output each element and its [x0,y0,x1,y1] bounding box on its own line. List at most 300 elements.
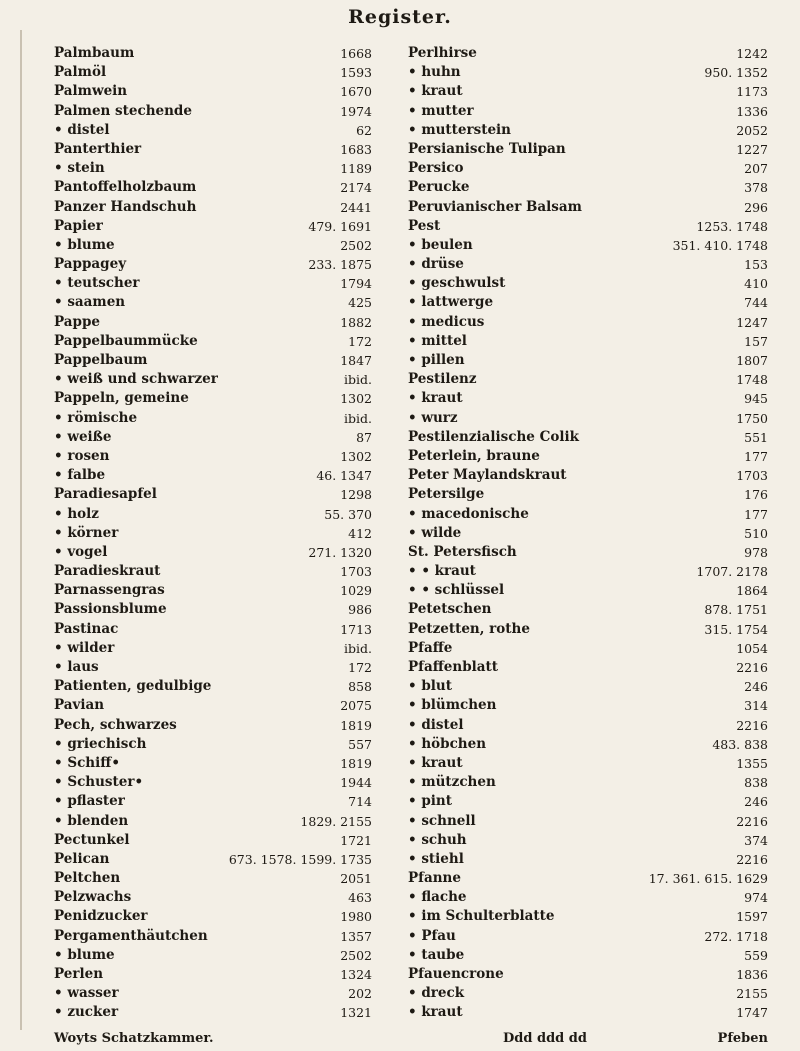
page-reference: 1189 [340,161,372,177]
index-entry [54,236,372,255]
index-entry [408,44,768,63]
index-term: • • schlüssel [408,582,505,599]
index-term: • distel [54,121,110,138]
index-term: • falbe [54,467,106,484]
index-term: • Pfau [408,927,456,944]
index-term: Persianische Tulipan [408,140,566,157]
index-term: Pestilenzialische Colik [408,428,579,445]
page-reference: 479. 1691 [308,218,372,234]
index-entry [54,965,372,984]
index-term: • höbchen [408,735,487,752]
index-entry [54,217,372,236]
page-reference: 1355 [736,755,768,771]
page-reference: 974 [744,890,768,906]
page-reference: 177 [744,448,768,464]
left-index-column [54,44,372,1023]
page-reference: 202 [348,986,372,1002]
index-term: Peterlein, braune [408,447,540,464]
page-reference: ibid. [344,372,372,388]
page-reference: 1807 [736,353,768,368]
index-term: • mützchen [408,774,496,791]
index-term: • flache [408,889,467,906]
index-entry [408,217,768,236]
index-entry [54,505,372,524]
page-reference: 1944 [340,775,372,791]
page-reference: 153 [744,257,768,273]
index-entry [54,677,372,696]
page-reference: 1173 [736,84,768,100]
index-term: Palmen stechende [54,102,192,119]
index-entry [408,485,768,504]
index-term: • kraut [408,1004,463,1021]
index-entry [408,274,768,293]
index-entry [54,313,372,332]
index-term: Perlhirse [408,45,477,61]
index-term: • römische [54,409,138,426]
index-entry [54,850,372,869]
page-reference: 1794 [340,276,372,292]
index-entry [408,927,768,946]
page-reference: 1298 [340,487,372,503]
index-entry [408,332,768,351]
index-entry [408,984,768,1003]
page-reference: 410 [744,276,768,292]
page-reference: 1829. 2155 [300,813,372,829]
index-entry [54,293,372,312]
index-term: • weiß und schwarzer [54,371,218,388]
page-reference: 2075 [340,698,372,714]
index-entry [408,965,768,984]
index-entry [408,581,768,600]
index-term: Panzer Handschuh [54,198,197,215]
index-entry [408,869,768,888]
index-entry [54,274,372,293]
page-reference: 1597 [736,909,768,925]
index-entry [54,178,372,197]
index-entry [54,63,372,82]
footer-signature: Ddd ddd dd [503,1031,587,1046]
index-term: • pflaster [54,793,125,810]
index-term: Penidzucker [54,908,148,925]
page-reference: 838 [744,775,768,791]
index-entry [54,447,372,466]
page-reference: 1713 [340,621,372,637]
page-reference: 1054 [736,640,768,656]
page-reference: 2155 [736,986,768,1002]
index-entry [408,293,768,312]
index-entry [408,140,768,159]
index-term: • wilder [54,639,115,656]
index-entry [408,466,768,485]
page-reference: 2441 [340,199,372,215]
index-term: Pech, schwarzes [54,716,177,733]
index-term: • kraut [408,390,463,407]
page-reference: ibid. [344,410,372,426]
index-entry [408,198,768,217]
page-reference: 2216 [736,851,768,867]
index-term: Peter Maylandskraut [408,467,567,484]
index-term: • körner [54,524,119,541]
index-term: Pectunkel [54,831,130,848]
index-entry [54,754,372,773]
index-entry [408,370,768,389]
index-entry [408,102,768,121]
page-reference: 378 [744,180,768,196]
index-entry [408,850,768,869]
index-term: • huhn [408,64,461,81]
index-term: • Schiff• [54,754,120,771]
index-entry [54,255,372,274]
page-reference: 551 [744,429,768,445]
right-index-column [408,44,768,1023]
index-term: Petetschen [408,601,492,618]
index-entry [408,236,768,255]
index-entry [54,581,372,600]
page-edge [20,30,22,1030]
index-entry [54,792,372,811]
index-term: Patienten, gedulbige [54,678,212,695]
index-entry [408,389,768,408]
index-entry [54,562,372,581]
index-term: • blume [54,946,115,963]
page-reference: 374 [744,832,768,848]
page-reference: 2174 [340,180,372,196]
index-term: • dreck [408,985,465,1002]
index-term: • griechisch [54,735,147,752]
page-reference: 1748 [736,372,768,388]
page-reference: 1253. 1748 [696,218,768,234]
page-reference: 1321 [340,1005,372,1021]
page-reference: 1819 [340,755,372,771]
index-entry [54,370,372,389]
index-entry [54,466,372,485]
index-term: • mittel [408,332,467,349]
index-term: Panterthier [54,140,142,157]
index-term: St. Petersfisch [408,543,517,560]
index-term: • pint [408,793,452,810]
index-entry [54,831,372,850]
index-term: • Schuster• [54,774,144,791]
page-reference: 483. 838 [712,736,768,752]
index-entry [54,620,372,639]
page-reference: 1302 [340,391,372,407]
page-reference: 1029 [340,583,372,599]
index-term: Pfauencrone [408,966,504,982]
index-entry [54,409,372,428]
index-term: Peltchen [54,870,121,887]
index-entry [54,696,372,715]
index-entry [54,907,372,926]
index-term: • wurz [408,409,458,426]
index-term: • weiße [54,428,112,445]
page-reference: ibid. [344,640,372,656]
index-term: Pastinac [54,620,119,637]
page-reference: 673. 1578. 1599. 1735 [228,851,372,867]
index-term: Pfanne [408,870,461,887]
index-term: • holz [54,505,99,522]
index-entry [408,562,768,581]
index-entry [54,351,372,370]
index-entry [54,543,372,562]
page-reference: 46. 1347 [316,468,372,484]
page-reference: 2502 [340,947,372,963]
index-term: Pelican [54,850,110,867]
index-entry [408,716,768,735]
index-term: Pappelbaummücke [54,332,198,349]
index-term: Pappeln, gemeine [54,390,189,407]
page-reference: 1324 [340,967,372,982]
index-term: • distel [408,716,464,733]
page-reference: 2216 [736,717,768,733]
index-term: Palmöl [54,64,107,81]
page-title: Register. [348,6,452,28]
index-term: Palmwein [54,83,128,100]
page-reference: 172 [348,333,372,349]
page-reference: 1302 [340,448,372,464]
index-term: Papier [54,217,103,234]
index-entry [54,121,372,140]
index-term: • schuh [408,831,467,848]
page-reference: 2216 [736,660,768,675]
index-term: • blut [408,678,452,695]
index-term: • mutter [408,102,474,119]
index-entry [54,389,372,408]
index-entry [54,716,372,735]
page-reference: 176 [744,487,768,503]
page-reference: 17. 361. 615. 1629 [648,871,768,887]
index-term: • blümchen [408,697,497,714]
index-entry [408,82,768,101]
index-term: • zucker [54,1004,119,1021]
index-term: • blenden [54,812,129,829]
page-reference: 2216 [736,813,768,829]
index-entry [408,831,768,850]
index-term: • macedonische [408,505,529,522]
index-entry [408,428,768,447]
index-entry [408,1003,768,1022]
page-reference: 1242 [736,46,768,61]
page-reference: 412 [348,525,372,541]
index-entry [54,927,372,946]
index-entry [408,543,768,562]
page-reference: 1750 [736,410,768,426]
index-entry [408,63,768,82]
index-term: Pantoffelholzbaum [54,179,197,196]
index-entry [54,485,372,504]
page-reference: 157 [744,333,768,349]
page-reference: 986 [348,602,372,618]
index-entry [54,332,372,351]
index-entry [408,792,768,811]
index-entry [54,600,372,619]
index-term: Passionsblume [54,601,167,618]
index-term: • kraut [408,83,463,100]
index-entry [54,869,372,888]
index-term: Parnassengras [54,582,165,599]
index-term: Pfaffenblatt [408,659,498,675]
index-entry [408,812,768,831]
index-term: • kraut [408,754,463,771]
index-term: Pfaffe [408,639,453,656]
page-reference: 296 [744,199,768,215]
index-term: • drüse [408,256,464,273]
index-term: • wilde [408,524,462,541]
page-reference: 207 [744,161,768,177]
page-reference: 246 [744,794,768,810]
index-entry [408,946,768,965]
index-term: Pavian [54,697,105,714]
index-entry [54,198,372,217]
page-reference: 1819 [340,717,372,733]
page-reference: 1703 [340,564,372,580]
page-reference: 1836 [736,967,768,982]
index-entry [408,351,768,370]
page-reference: 233. 1875 [308,257,372,273]
page-reference: 55. 370 [324,506,372,522]
index-entry [408,313,768,332]
page-reference: 62 [356,122,372,138]
index-term: • schnell [408,812,476,829]
page-reference: 351. 410. 1748 [672,237,768,253]
index-term: • teutscher [54,275,140,292]
footer-book-title: Woyts Schatzkammer. [54,1031,214,1046]
index-entry [408,696,768,715]
index-term: Pelzwachs [54,889,132,906]
page-reference: 559 [744,947,768,963]
index-term: Pestilenz [408,371,477,388]
page-reference: 1864 [736,583,768,599]
index-entry [54,639,372,658]
page-reference: 425 [348,295,372,311]
index-term: • blume [54,236,115,253]
index-entry [408,888,768,907]
page-reference: 1974 [340,103,372,119]
index-term: Pergamenthäutchen [54,927,208,944]
page-reference: 272. 1718 [704,928,768,944]
index-entry [54,140,372,159]
page-reference: 557 [348,736,372,752]
page-reference: 1721 [340,832,372,848]
index-term: Pappagey [54,256,127,273]
page-reference: 2052 [736,122,768,138]
index-entry [408,121,768,140]
index-entry [408,159,768,178]
index-term: • wasser [54,985,119,1002]
index-entry [54,984,372,1003]
index-term: Pest [408,217,441,234]
index-entry [408,620,768,639]
index-term: • vogel [54,543,108,560]
index-term: Persico [408,160,464,177]
page-reference: 1336 [736,103,768,119]
page-reference: 1980 [340,909,372,925]
index-term: • mutterstein [408,121,511,138]
index-entry [408,907,768,926]
page-reference: 314 [744,698,768,714]
index-term: Pappe [54,313,101,330]
index-entry [54,44,372,63]
index-entry [408,773,768,792]
index-entry [408,255,768,274]
footer-catchword: Pfeben [717,1031,768,1046]
index-term: • saamen [54,294,126,311]
index-term: Petzetten, rothe [408,620,530,637]
page-reference: 1847 [340,353,372,368]
index-term: • laus [54,659,99,675]
index-term: • rosen [54,447,110,464]
index-entry [408,409,768,428]
index-term: • stiehl [408,850,464,867]
page-reference: 1683 [340,141,372,157]
index-entry [408,447,768,466]
index-term: Perlen [54,966,104,982]
index-entry [54,428,372,447]
index-entry [54,946,372,965]
index-term: • taube [408,946,465,963]
page-reference: 463 [348,890,372,906]
page-reference: 1593 [340,65,372,81]
page-reference: 1247 [736,314,768,330]
page-reference: 1703 [736,468,768,484]
index-entry [408,677,768,696]
page-reference: 1227 [736,141,768,157]
page-reference: 1747 [736,1005,768,1021]
page-reference: 945 [744,391,768,407]
index-term: • pillen [408,352,465,368]
page-reference: 271. 1320 [308,544,372,560]
index-term: • geschwulst [408,275,506,292]
index-term: • lattwerge [408,294,494,311]
page-reference: 246 [744,679,768,695]
index-entry [54,159,372,178]
index-entry [408,754,768,773]
index-term: Paradieskraut [54,563,161,580]
index-term: Perucke [408,179,470,196]
index-term: Paradiesapfel [54,486,157,503]
index-term: • stein [54,160,105,177]
index-entry [54,735,372,754]
page-reference: 1882 [340,314,372,330]
page-reference: 315. 1754 [704,621,768,637]
page-reference: 1670 [340,84,372,100]
page-reference: 1357 [340,928,372,944]
index-entry [54,888,372,907]
index-term: • im Schulterblatte [408,908,555,925]
index-entry [408,658,768,677]
index-term: Petersilge [408,486,485,503]
page-reference: 177 [744,506,768,522]
page-reference: 714 [348,794,372,810]
page-reference: 172 [348,660,372,675]
page-reference: 1668 [340,46,372,61]
page-reference: 978 [744,544,768,560]
index-entry [54,1003,372,1022]
index-term: Pappelbaum [54,352,148,368]
index-entry [408,639,768,658]
page-reference: 950. 1352 [704,65,768,81]
page-reference: 2051 [340,871,372,887]
index-term: • medicus [408,313,485,330]
index-entry [408,178,768,197]
index-entry [408,524,768,543]
index-entry [408,600,768,619]
page-reference: 510 [744,525,768,541]
index-entry [408,505,768,524]
index-entry [54,812,372,831]
page-reference: 878. 1751 [704,602,768,618]
page-reference: 2502 [340,237,372,253]
index-entry [54,82,372,101]
